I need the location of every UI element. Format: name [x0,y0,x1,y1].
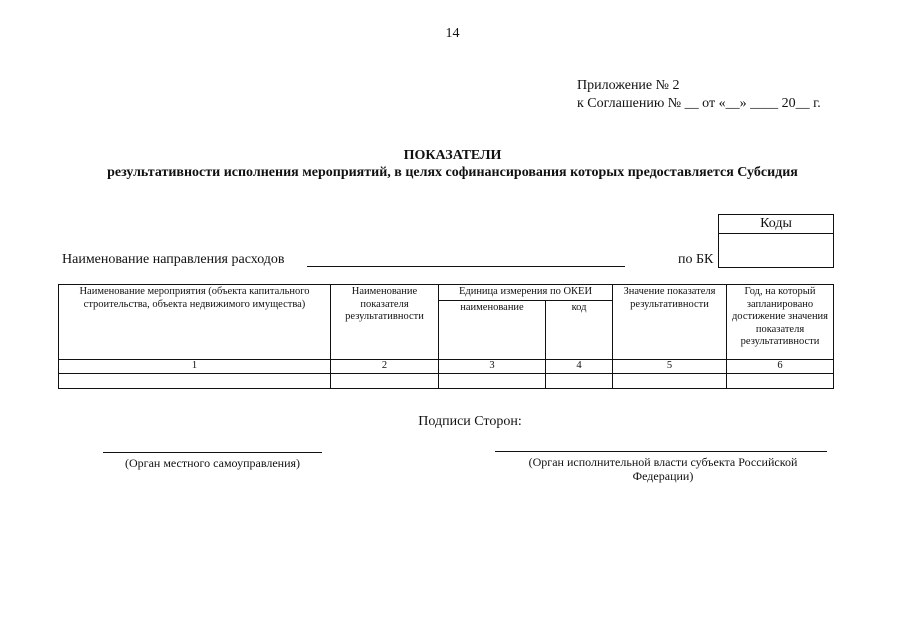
column-number: 6 [727,360,834,374]
table-cell [727,373,834,388]
header-okei-code: код [546,300,613,360]
signatures-title: Подписи Сторон: [418,414,522,429]
column-number: 1 [59,360,331,374]
indicators-table [58,284,834,389]
header-event-name: Наименование мероприятия (объекта капитального строительства, объекта недвижимого имущества) [59,285,331,360]
codes-box [718,214,834,268]
signature-label-local-government: (Орган местного самоуправления) [124,456,301,470]
signature-label-regional-authority: (Орган исполнительной власти субъекта Российской Федерации) [528,455,798,483]
direction-label: Наименование направления расходов [62,252,285,267]
column-number: 3 [439,360,546,374]
column-number: 5 [613,360,727,374]
table-cell [331,373,439,388]
column-number: 4 [546,360,613,374]
table-cell [613,373,727,388]
header-okei-unit: Единица измерения по ОКЕИ [439,285,613,301]
page-number: 14 [445,26,460,41]
header-indicator-value: Значение показателя результативности [613,285,727,360]
signature-line-right [495,451,827,452]
header-okei-name: наименование [439,300,546,360]
codes-header: Коды [719,215,833,234]
appendix-number: Приложение № 2 [577,78,680,93]
header-indicator-name: Наименование показателя результативности [331,285,439,360]
column-number: 2 [331,360,439,374]
table-cell [59,373,331,388]
appendix-header [577,77,821,113]
bk-label: по БК [678,252,714,267]
appendix-agreement-ref: к Соглашению № __ от «__» ____ 20__ г. [577,96,821,111]
direction-fill-line [307,266,625,267]
title-subtitle: результативности исполнения мероприятий, в целях софинансирования которых предоставляется Субсидия [107,165,798,180]
table-row [59,373,834,388]
table-cell [439,373,546,388]
header-target-year: Год, на который запланировано достижение значения показателя результативности [727,285,834,360]
title-main: ПОКАЗАТЕЛИ [403,148,502,163]
document-title [0,147,905,181]
signature-line-left [103,452,322,453]
table-cell [546,373,613,388]
